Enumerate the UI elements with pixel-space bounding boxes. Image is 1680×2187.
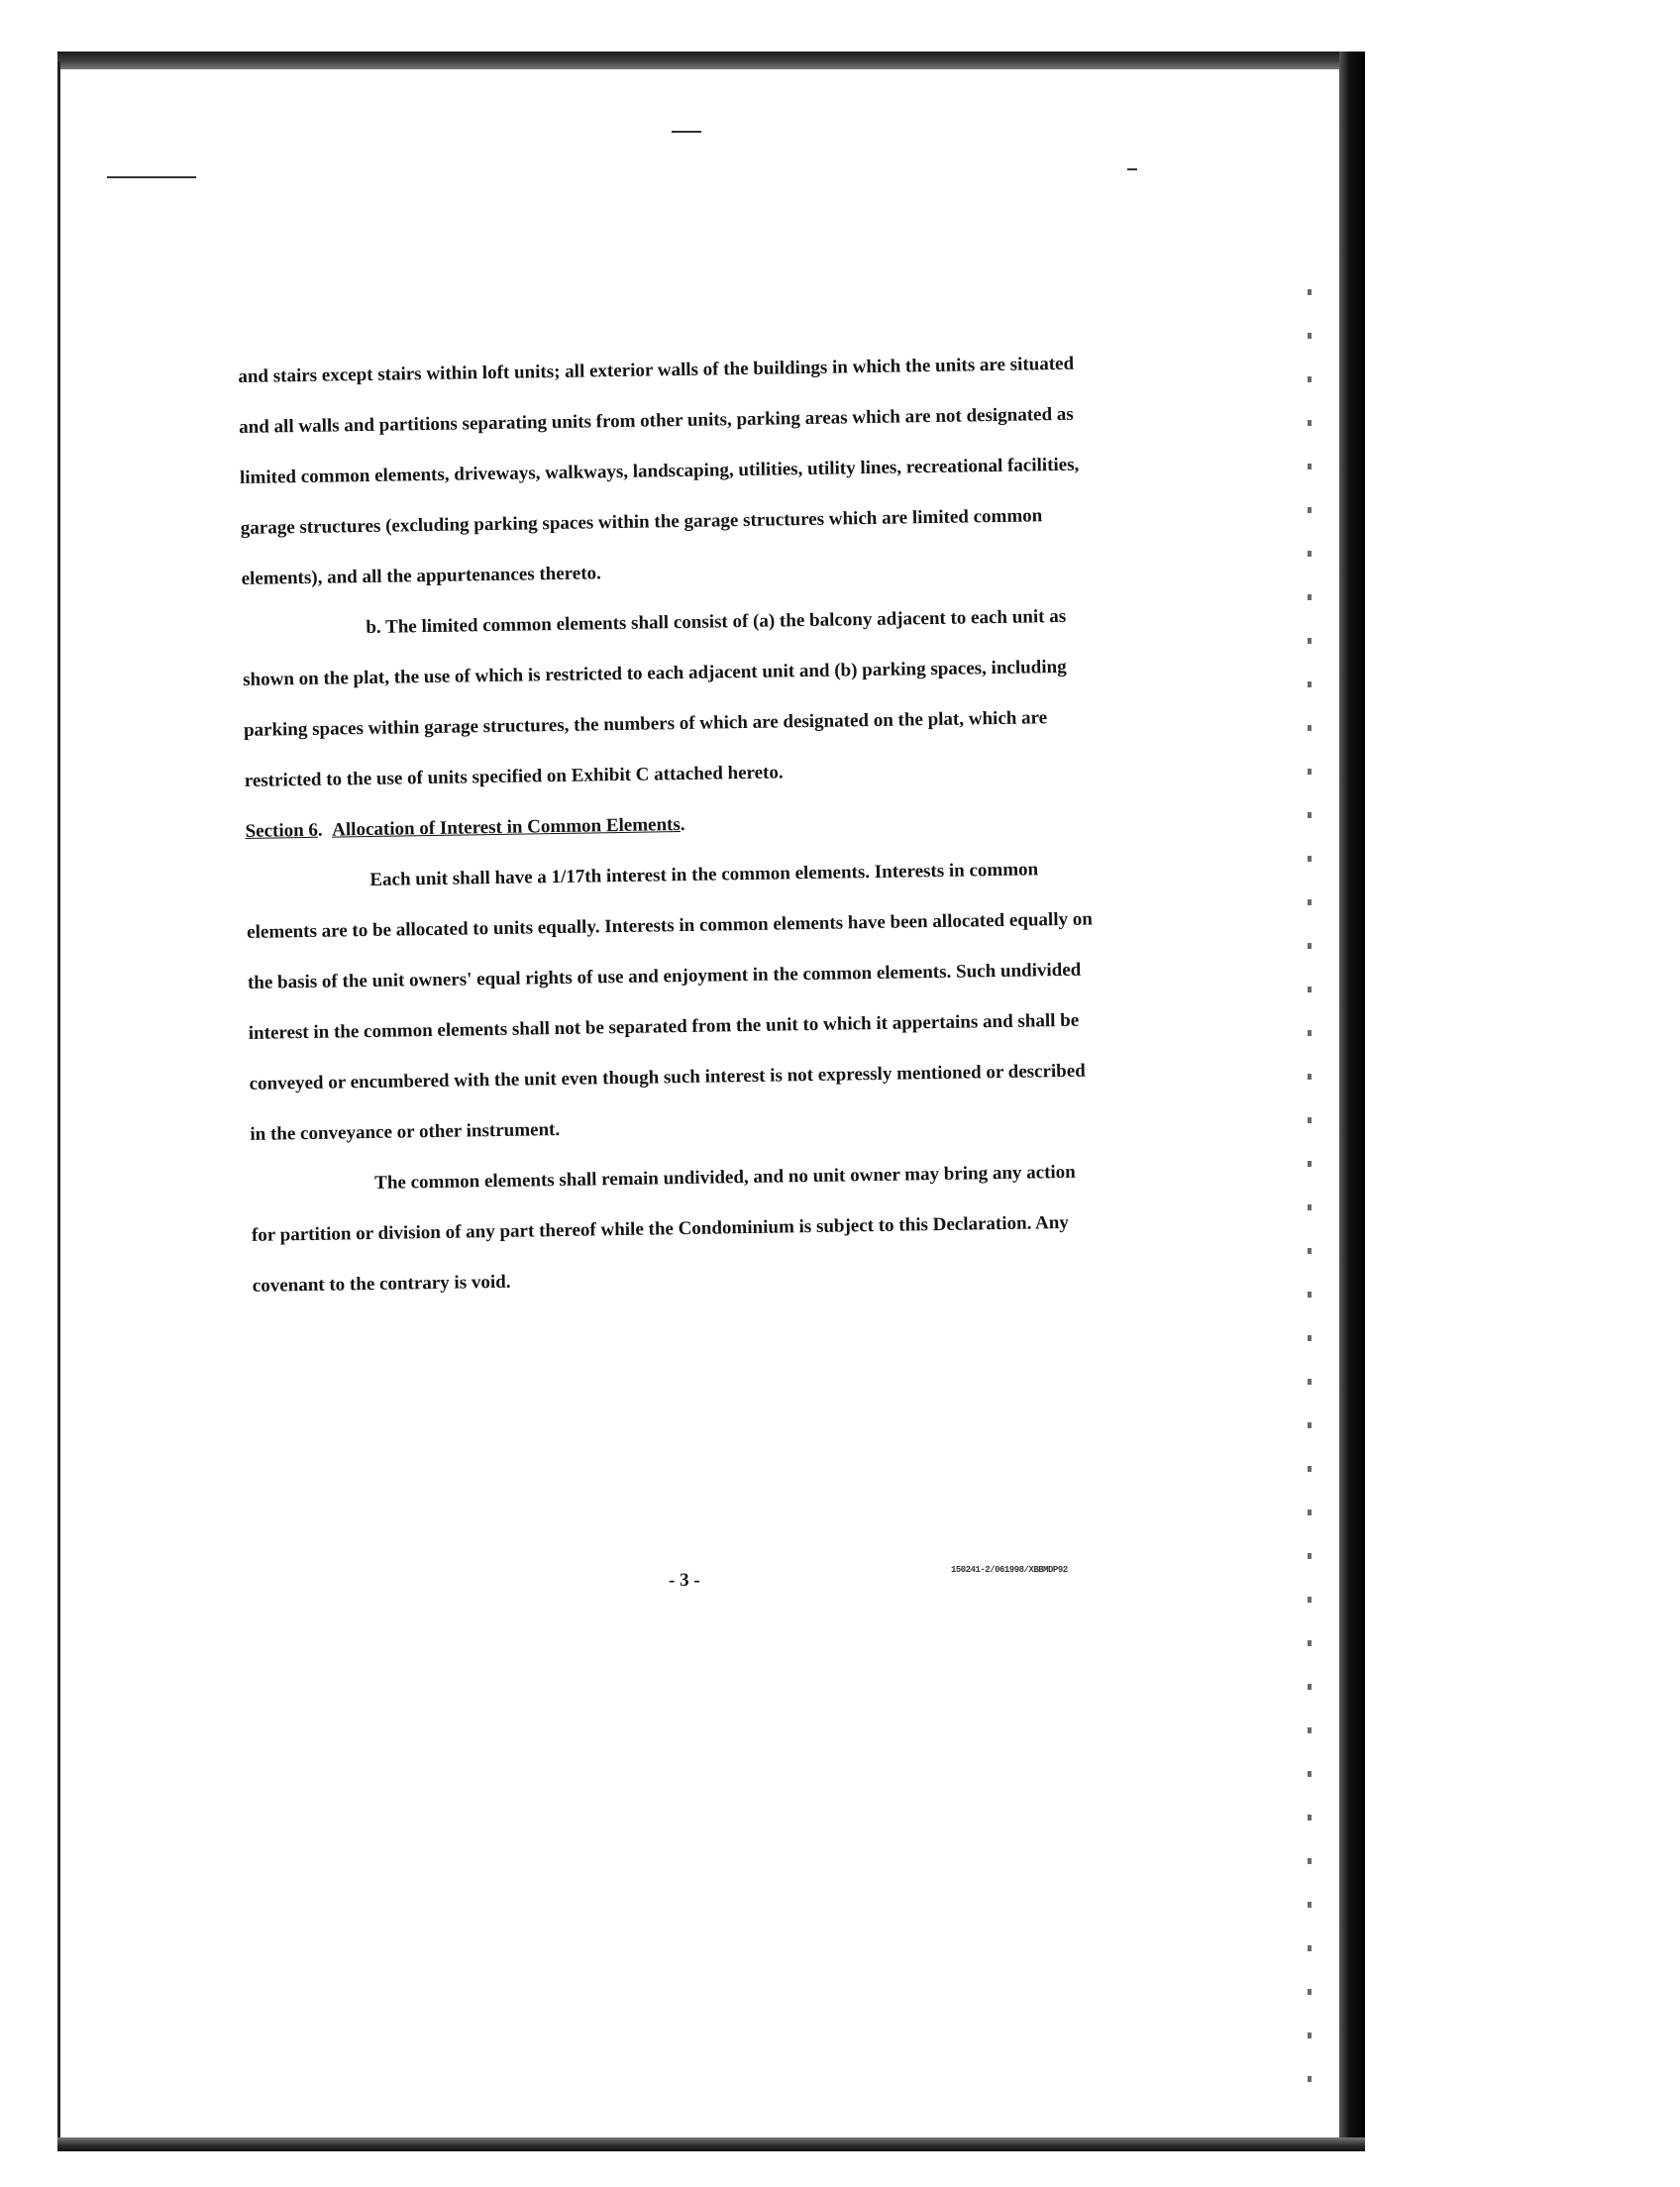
- section-title-period: .: [680, 813, 685, 836]
- paragraph-allocation-of-interest: Each unit shall have a 1/17th interest in the common elements. Interests in common elements are to be allocated to units equally. Interests in common elements have been allocated equally on the basis of the unit owners' equal rights of use and enjoyment in the common elements. Such undivided interest in the common elements shall not be separated from the unit to which it appertains and shall be conveyed or encumbered with the unit even though such interest is not expressly mentioned or described in the conveyance or other instrument.: [247, 859, 1093, 1145]
- scan-edge-bottom: [57, 2137, 1365, 2151]
- document-body: [238, 339, 1100, 1311]
- scan-speck: [107, 176, 196, 178]
- scan-edge-right: [1339, 52, 1365, 2151]
- scan-speck: [672, 131, 701, 133]
- margin-marks: [1308, 289, 1312, 2092]
- paragraph-common-elements-continued: and stairs except stairs within loft units; all exterior walls of the buildings in which the units are situated and all walls and partitions separating units from other units, parking areas which are not designated as limited common elements, driveways, walkways, landscaping, utilities, utility lines, recreational facilities, garage structures (excluding parking spaces within the garage structures which are limited common elements), and all the appurtenances thereto.: [238, 353, 1080, 589]
- scan-edge-left: [57, 61, 60, 2141]
- scan-speck: [1127, 168, 1137, 170]
- paragraph-limited-common-elements: b. The limited common elements shall consist of (a) the balcony adjacent to each unit as shown on the plat, the use of which is restricted to each adjacent unit and (b) parking spaces, including parking spaces within garage structures, the numbers of which are designated on the plat, which are restricted to the use of units specified on Exhibit C attached hereto.: [243, 605, 1067, 791]
- section-number: Section 6: [245, 819, 319, 842]
- document-code: 150241-2/061998/XBBMDP92: [951, 1565, 1068, 1575]
- paragraph-undivided-common-elements: The common elements shall remain undivided, and no unit owner may bring any action for partition or division of any part thereof while the Condominium is subject to this Declaration. Any covenant to the contrary is void.: [251, 1161, 1076, 1297]
- page-number: - 3 -: [669, 1570, 700, 1591]
- section-number-separator: .: [317, 819, 333, 841]
- section-title: Allocation of Interest in Common Elements: [332, 814, 681, 841]
- scan-edge-top: [57, 52, 1365, 69]
